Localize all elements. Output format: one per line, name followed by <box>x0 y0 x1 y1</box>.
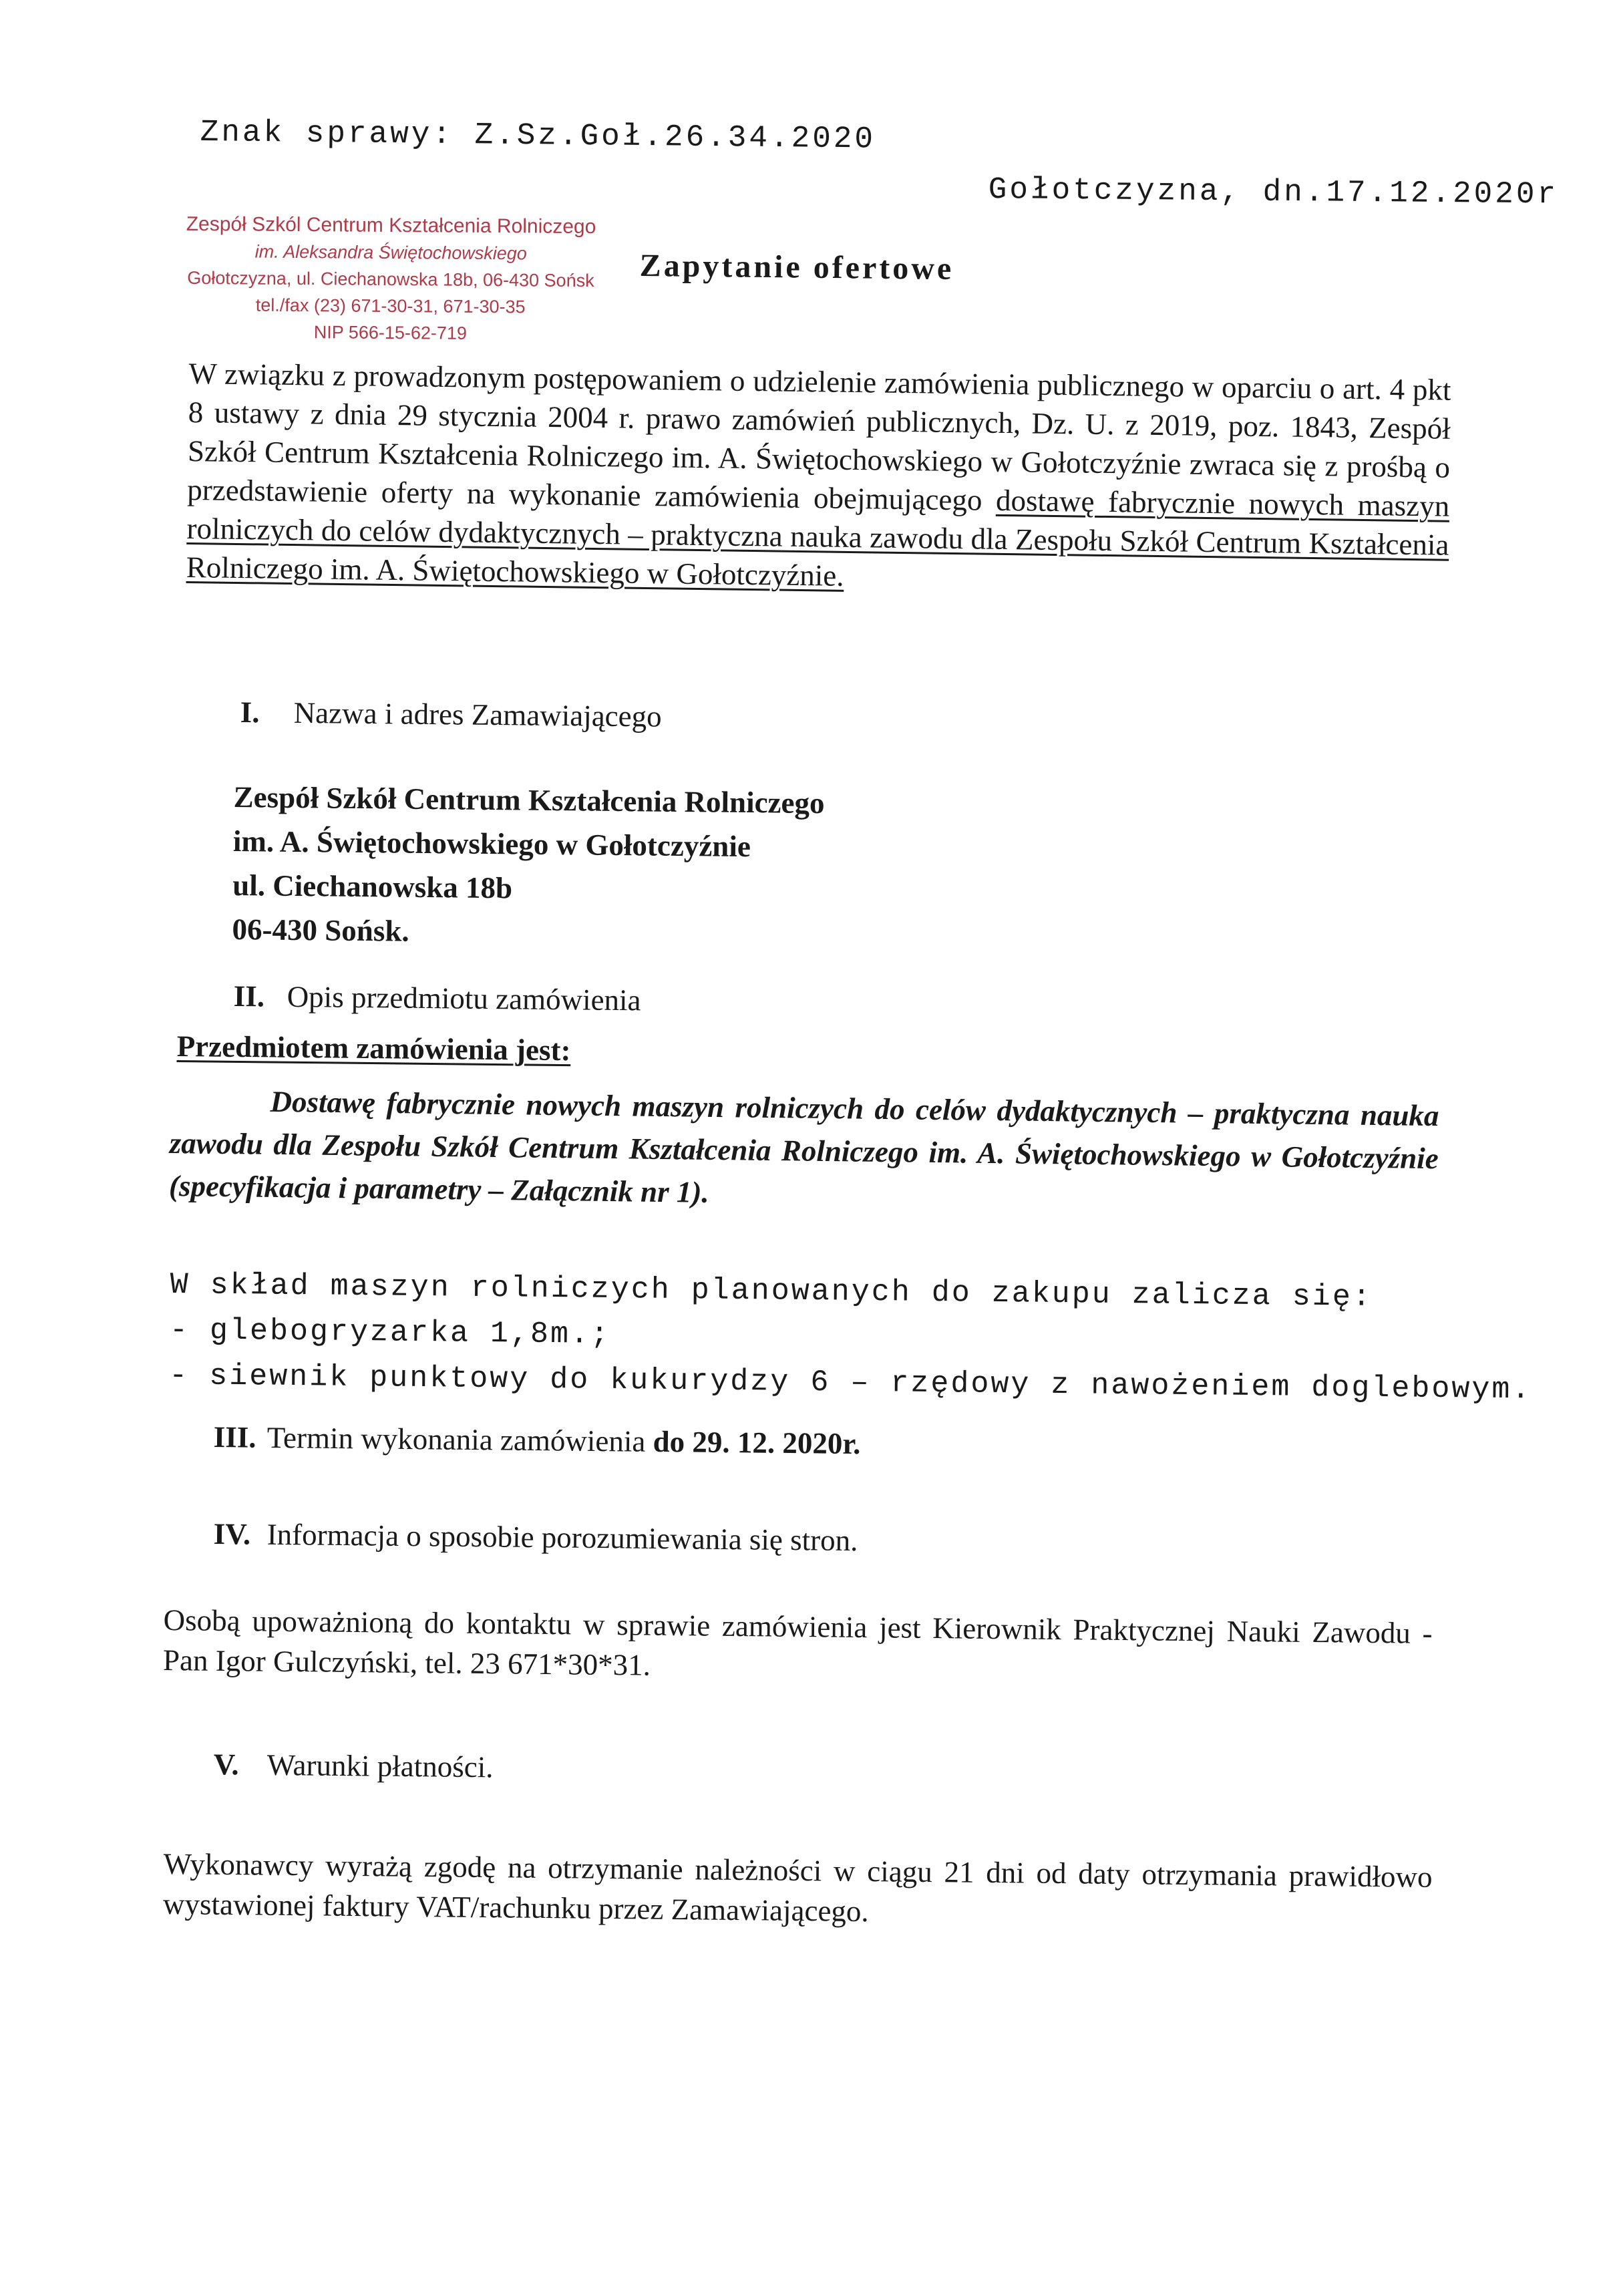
section-4-title: Informacja o sposobie porozumiewania się stron. <box>266 1517 858 1558</box>
machine-item: - siewnik punktowy do kukurydzy 6 – rzędowy z nawożeniem doglebowym. <box>168 1358 1532 1408</box>
stamp-line-name: Zespół Szkól Centrum Kształcenia Rolniczego <box>186 212 596 238</box>
payment-paragraph: Wykonawcy wyrażą zgodę na otrzymanie należności w ciągu 21 dni od daty otrzymania prawidłowo wystawionej faktury VAT/rachunku przez Zamawiającego. <box>162 1846 1433 1929</box>
school-stamp <box>163 211 618 348</box>
section-5-number: V. <box>213 1748 239 1782</box>
section-3-deadline: do 29. 12. 2020r. <box>653 1424 861 1461</box>
address-line: im. A. Świętochowskiego w Gołotczyźnie <box>232 824 751 864</box>
section-1-heading <box>240 695 661 734</box>
section-3-heading <box>213 1420 860 1461</box>
section-4-heading <box>213 1516 858 1558</box>
address-line: Zespół Szkół Centrum Kształcenia Rolniczego <box>233 780 825 820</box>
section-3-number: III. <box>213 1420 256 1454</box>
subject-heading: Przedmiotem zamówienia jest: <box>176 1029 571 1068</box>
document-title: Zapytanie ofertowe <box>639 247 954 287</box>
section-3-text: Termin wykonania zamówienia <box>266 1420 653 1458</box>
contact-paragraph: Osobą upoważnioną do kontaktu w sprawie zamówienia jest Kierownik Praktycznej Nauki Zawodu - Pan Igor Gulczyński, tel. 23 671*30*31. <box>162 1603 1433 1682</box>
intro-paragraph <box>186 354 1451 603</box>
address-line: ul. Ciechanowska 18b <box>232 868 513 905</box>
intro-underlined-text: dostawę fabrycznie nowych maszyn rolniczych do celów dydaktycznych – praktyczna nauka zawodu dla Zespołu Szkół Centrum Kształcenia Rolniczego im. A. Świętochowskiego w Gołotczyźnie. <box>186 483 1450 593</box>
section-4-number: IV. <box>213 1517 251 1551</box>
stamp-line-patron: im. Aleksandra Świętochowskiego <box>254 241 527 264</box>
section-1-title: Nazwa i adres Zamawiającego <box>293 695 662 733</box>
machines-list <box>169 1263 1533 1413</box>
intro-text: W związku z prowadzonym postępowaniem o udzielenie zamówienia publicznego w oparciu o art. 4 pkt 8 ustawy z dnia 29 stycznia 2004 r. prawo zamówień publicznych, Dz. U. z 2019, poz. 1843, Zespół Szkół Centrum Kształcenia Rolniczego im. A. Świętochowskiego w Gołotczyźnie zwraca się z prośbą o przedstawienie oferty na wykonanie zamówienia obejmującego <box>187 356 1451 517</box>
section-5-title: Warunki płatności. <box>266 1748 494 1784</box>
machine-item: - glebogryzarka 1,8m.; <box>169 1313 611 1352</box>
section-2-heading <box>233 979 641 1017</box>
stamp-line-nip: NIP 566-15-62-719 <box>313 322 468 343</box>
section-2-number: II. <box>233 979 265 1013</box>
stamp-line-phone: tel./fax (23) 671-30-31, 671-30-35 <box>255 295 526 317</box>
address-line: 06-430 Sońsk. <box>232 912 409 948</box>
orderer-address <box>232 775 825 957</box>
machines-intro: W skład maszyn rolniczych planowanych do zakupu zalicza się: <box>170 1267 1373 1315</box>
case-number: Znak sprawy: Z.Sz.Goł.26.34.2020 <box>200 115 876 157</box>
place-and-date: Gołotczyzna, dn.17.12.2020r <box>988 172 1559 212</box>
section-2-title: Opis przedmiotu zamówienia <box>287 979 641 1017</box>
section-5-heading <box>213 1747 493 1784</box>
subject-description: Dostawę fabrycznie nowych maszyn rolniczych do celów dydaktycznych – praktyczna nauka zawodu dla Zespołu Szkół Centrum Kształcenia Rolniczego im. A. Świętochowskiego w Gołotczyźnie (specyfikacja i parametry – Załącznik nr 1). <box>168 1084 1439 1209</box>
section-1-number: I. <box>240 695 260 729</box>
stamp-line-address: Gołotczyzna, ul. Ciechanowska 18b, 06-430 Sońsk <box>187 267 594 291</box>
